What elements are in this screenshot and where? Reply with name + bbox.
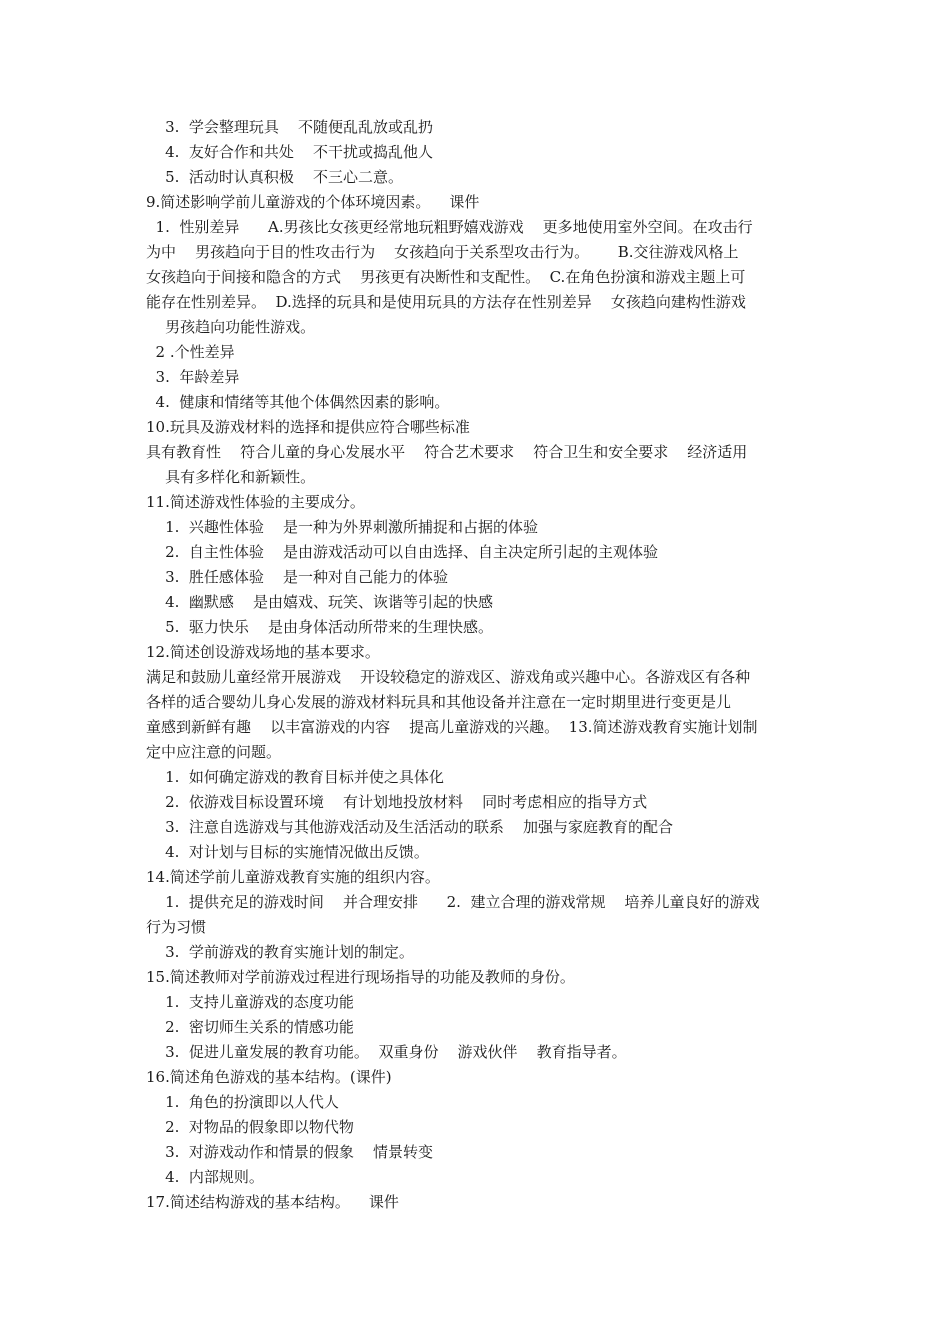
text-line: 具有多样化和新颖性。 bbox=[146, 468, 316, 486]
text-line: 3. 促进儿童发展的教育功能。 双重身份 游戏伙伴 教育指导者。 bbox=[146, 1043, 627, 1061]
text-line: 各样的适合婴幼儿身心发展的游戏材料玩具和其他设备并注意在一定时期里进行变更是儿 bbox=[146, 693, 732, 711]
section-heading: 10.玩具及游戏材料的选择和提供应符合哪些标准 bbox=[146, 418, 470, 436]
text-line: 2 .个性差异 bbox=[146, 343, 235, 361]
text-line: 1. 如何确定游戏的教育目标并使之具体化 bbox=[146, 768, 444, 786]
section-heading: 15.简述教师对学前游戏过程进行现场指导的功能及教师的身份。 bbox=[146, 968, 575, 986]
text-line: 1. 性别差异 A.男孩比女孩更经常地玩粗野嬉戏游戏 更多地使用室外空间。在攻击行 bbox=[146, 218, 753, 236]
text-line: 为中 男孩趋向于目的性攻击行为 女孩趋向于关系型攻击行为。 B.交往游戏风格上 bbox=[146, 243, 739, 261]
text-line: 2. 对物品的假象即以物代物 bbox=[146, 1118, 354, 1136]
text-line: 女孩趋向于间接和隐含的方式 男孩更有决断性和支配性。 C.在角色扮演和游戏主题上可 bbox=[146, 268, 746, 286]
section-heading: 16.简述角色游戏的基本结构。(课件) bbox=[146, 1068, 392, 1086]
text-line: 5. 活动时认真积极 不三心二意。 bbox=[146, 168, 403, 186]
section-heading: 11.简述游戏性体验的主要成分。 bbox=[146, 493, 365, 511]
text-line: 定中应注意的问题。 bbox=[146, 743, 282, 761]
text-line: 具有教育性 符合儿童的身心发展水平 符合艺术要求 符合卫生和安全要求 经济适用 bbox=[146, 443, 748, 461]
text-line: 1. 支持儿童游戏的态度功能 bbox=[146, 993, 354, 1011]
text-line: 2. 依游戏目标设置环境 有计划地投放材料 同时考虑相应的指导方式 bbox=[146, 793, 648, 811]
section-heading: 17.简述结构游戏的基本结构。 课件 bbox=[146, 1193, 399, 1211]
text-line: 4. 幽默感 是由嬉戏、玩笑、诙谐等引起的快感 bbox=[146, 593, 493, 611]
text-line: 能存在性别差异。 D.选择的玩具和是使用玩具的方法存在性别差异 女孩趋向建构性游戏 bbox=[146, 293, 746, 311]
section-heading: 9.简述影响学前儿童游戏的个体环境因素。 课件 bbox=[146, 193, 480, 211]
text-line: 2. 自主性体验 是由游戏活动可以自由选择、自主决定所引起的主观体验 bbox=[146, 543, 658, 561]
text-line: 3. 年龄差异 bbox=[146, 368, 240, 386]
text-line: 4. 对计划与目标的实施情况做出反馈。 bbox=[146, 843, 429, 861]
text-line: 行为习惯 bbox=[146, 918, 207, 936]
text-line: 4. 内部规则。 bbox=[146, 1168, 264, 1186]
text-line: 1. 兴趣性体验 是一种为外界刺激所捕捉和占据的体验 bbox=[146, 518, 538, 536]
text-line: 3. 学前游戏的教育实施计划的制定。 bbox=[146, 943, 414, 961]
text-line: 1. 角色的扮演即以人代人 bbox=[146, 1093, 339, 1111]
section-heading: 12.简述创设游戏场地的基本要求。 bbox=[146, 643, 380, 661]
section-heading: 14.简述学前儿童游戏教育实施的组织内容。 bbox=[146, 868, 440, 886]
text-line: 满足和鼓励儿童经常开展游戏 开设较稳定的游戏区、游戏角或兴趣中心。各游戏区有各种 bbox=[146, 668, 751, 686]
text-line: 4. 友好合作和共处 不干扰或捣乱他人 bbox=[146, 143, 433, 161]
text-line: 1. 提供充足的游戏时间 并合理安排 2. 建立合理的游戏常规 培养儿童良好的游戏 bbox=[146, 893, 760, 911]
text-line: 3. 胜任感体验 是一种对自己能力的体验 bbox=[146, 568, 448, 586]
text-line: 4. 健康和情绪等其他个体偶然因素的影响。 bbox=[146, 393, 450, 411]
text-line: 童感到新鲜有趣 以丰富游戏的内容 提高儿童游戏的兴趣。 13.简述游戏教育实施计划制 bbox=[146, 718, 758, 736]
text-line: 3. 对游戏动作和情景的假象 情景转变 bbox=[146, 1143, 433, 1161]
text-line: 2. 密切师生关系的情感功能 bbox=[146, 1018, 354, 1036]
text-line: 3. 学会整理玩具 不随便乱乱放或乱扔 bbox=[146, 118, 433, 136]
text-line: 男孩趋向功能性游戏。 bbox=[146, 318, 316, 336]
text-line: 3. 注意自选游戏与其他游戏活动及生活活动的联系 加强与家庭教育的配合 bbox=[146, 818, 673, 836]
text-line: 5. 驱力快乐 是由身体活动所带来的生理快感。 bbox=[146, 618, 493, 636]
